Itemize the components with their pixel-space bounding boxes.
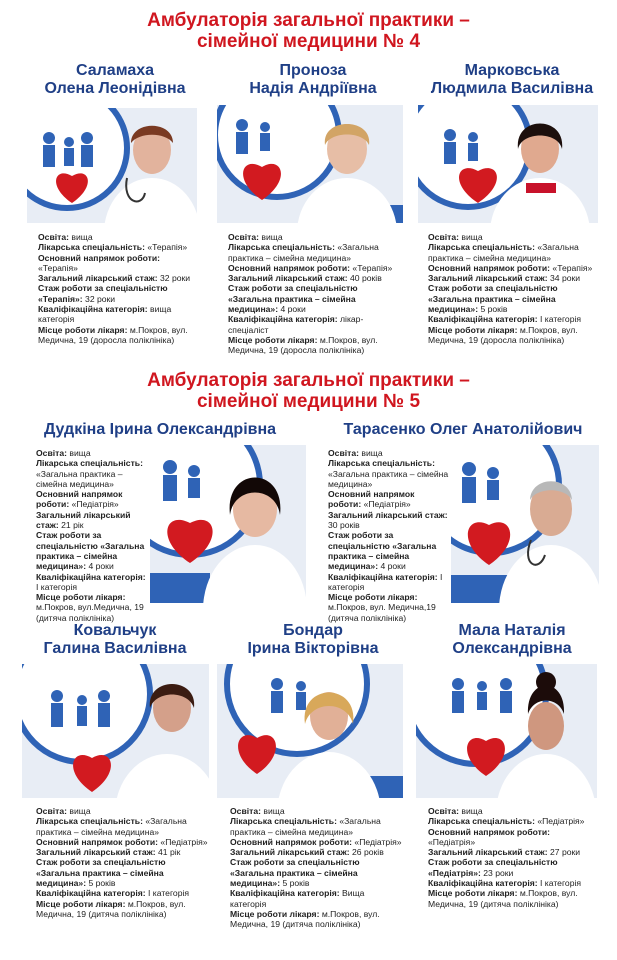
value-total-experience: 34 роки bbox=[550, 273, 581, 284]
label-workplace: Місце роботи лікаря: bbox=[36, 592, 126, 603]
doctor-surname: Бондар bbox=[283, 622, 343, 639]
label-specialty-experience: Стаж роботи за спеціальністю bbox=[230, 857, 360, 868]
doctor-info-dudkina bbox=[28, 448, 150, 623]
value-direction: «Педіатрія» bbox=[354, 836, 402, 847]
specialty-experience-name: «Терапія»: bbox=[38, 293, 83, 304]
doctor-surname: Саламаха bbox=[75, 62, 155, 79]
value-education: вища bbox=[69, 806, 91, 816]
value-workplace: м.Покров, вул. Медична,19 (дитяча поліклініка) bbox=[328, 602, 436, 623]
label-category: Кваліфікаційна категорія: bbox=[230, 888, 340, 899]
value-direction: «Педіатрія» bbox=[160, 836, 208, 847]
doctor-given-names: Надія Андріївна bbox=[249, 80, 377, 97]
label-total-experience: Загальний лікарський стаж: bbox=[230, 847, 350, 858]
value-total-experience: 26 років bbox=[352, 847, 384, 858]
value-education: вища bbox=[261, 232, 283, 242]
label-specialty-experience: Стаж роботи за спеціальністю bbox=[428, 857, 558, 868]
value-total-experience: 30 років bbox=[328, 520, 360, 531]
doctor-photo-dudkina bbox=[150, 445, 306, 603]
value-specialty-experience: 5 років bbox=[282, 878, 310, 889]
value-category: І категорія bbox=[148, 888, 190, 899]
specialty-experience-name: «Загальна практика – сімейна медицина»: bbox=[428, 293, 556, 315]
label-total-experience: Загальний лікарський стаж: bbox=[228, 273, 348, 284]
value-education: вища bbox=[71, 232, 93, 242]
label-direction: Основний напрямок роботи: bbox=[428, 262, 551, 273]
doctor-given-names: Галина Василівна bbox=[43, 640, 187, 657]
label-direction: Основний напрямок роботи: bbox=[36, 489, 123, 510]
label-category: Кваліфікаційна категорія: bbox=[428, 314, 538, 325]
specialty-experience-name: «Загальна практика – сімейна медицина»: bbox=[36, 540, 145, 572]
label-specialty-experience: Стаж роботи за спеціальністю bbox=[228, 283, 358, 294]
label-specialty: Лікарська спеціальність: bbox=[36, 458, 143, 469]
label-direction: Основний напрямок роботи: bbox=[230, 836, 353, 847]
value-workplace: м.Покров, вул. Медична, 19 (доросла поліклініка) bbox=[428, 324, 578, 345]
label-specialty: Лікарська спеціальність: bbox=[428, 242, 535, 253]
specialty-experience-name: «Загальна практика – сімейна медицина»: bbox=[228, 293, 356, 315]
label-workplace: Місце роботи лікаря: bbox=[36, 898, 126, 909]
doctor-given-names: Олена Леонідівна bbox=[44, 80, 186, 97]
doctor-info-mala bbox=[420, 806, 596, 909]
value-workplace: м.Покров, вул. Медична, 19 (доросла поліклініка) bbox=[38, 324, 188, 345]
value-specialty-experience: 4 роки bbox=[88, 561, 114, 572]
label-specialty: Лікарська спеціальність: bbox=[428, 816, 535, 827]
value-specialty-experience: 4 роки bbox=[380, 561, 406, 572]
value-direction: «Терапія» bbox=[552, 262, 593, 273]
value-total-experience: 27 роки bbox=[550, 847, 581, 858]
value-specialty: «Педіатрія» bbox=[537, 816, 585, 827]
label-specialty-experience: Стаж роботи за спеціальністю bbox=[36, 857, 166, 868]
doctor-photo-kovalchuk bbox=[22, 664, 209, 798]
label-direction: Основний напрямок роботи: bbox=[38, 252, 161, 263]
label-total-experience: Загальний лікарський стаж: bbox=[428, 847, 548, 858]
label-education: Освіта: bbox=[228, 232, 259, 242]
doctor-name-bondar bbox=[218, 622, 408, 658]
value-specialty-experience: 32 роки bbox=[85, 293, 116, 304]
label-specialty-experience: Стаж роботи за спеціальністю bbox=[38, 283, 168, 294]
value-specialty: «Загальна практика – сімейна медицина» bbox=[428, 242, 579, 263]
value-direction: «Педіатрія» bbox=[363, 499, 411, 510]
label-specialty: Лікарська спеціальність: bbox=[328, 458, 435, 469]
label-total-experience: Загальний лікарський стаж: bbox=[328, 509, 448, 520]
value-direction: «Терапія» bbox=[352, 262, 393, 273]
doctor-given-names: Олександрівна bbox=[452, 640, 572, 657]
label-workplace: Місце роботи лікаря: bbox=[328, 592, 418, 603]
label-category: Кваліфікаційна категорія: bbox=[36, 571, 146, 582]
doctor-name-salamakha bbox=[20, 62, 210, 98]
doctor-full-name: Тарасенко Олег Анатолійович bbox=[343, 421, 583, 438]
value-education: вища bbox=[461, 806, 483, 816]
label-specialty-experience: Стаж роботи за спеціальністю bbox=[328, 530, 394, 551]
value-category: І категорія bbox=[540, 314, 582, 325]
value-category: лікар-спеціаліст bbox=[228, 314, 364, 335]
value-category: І категорія bbox=[540, 878, 582, 889]
label-specialty: Лікарська спеціальність: bbox=[38, 242, 145, 253]
label-total-experience: Загальний лікарський стаж: bbox=[428, 273, 548, 284]
label-specialty: Лікарська спеціальність: bbox=[230, 816, 337, 827]
label-specialty-experience: Стаж роботи за спеціальністю bbox=[36, 530, 102, 551]
value-specialty-experience: 4 роки bbox=[280, 304, 306, 315]
value-specialty: «Загальна практика – сімейна медицина» bbox=[328, 468, 449, 489]
doctor-given-names: Ірина Вікторівна bbox=[247, 640, 379, 657]
label-direction: Основний напрямок роботи: bbox=[36, 836, 159, 847]
doctor-given-names: Людмила Василівна bbox=[430, 80, 594, 97]
section-1-title-line1: Амбулаторія загальної практики – bbox=[147, 10, 470, 31]
doctor-photo-bondar bbox=[217, 664, 403, 798]
label-direction: Основний напрямок роботи: bbox=[228, 262, 351, 273]
value-specialty: «Загальна практика – сімейна медицина» bbox=[36, 816, 187, 837]
specialty-experience-name: «Педіатрія»: bbox=[428, 867, 481, 878]
value-workplace: м.Покров, вул.Медична, 19 (дитяча поліклініка) bbox=[36, 602, 144, 623]
doctor-name-dudkina bbox=[20, 421, 300, 439]
label-workplace: Місце роботи лікаря: bbox=[428, 324, 518, 335]
value-education: вища bbox=[361, 448, 383, 458]
value-category: І категорія bbox=[36, 581, 78, 592]
value-education: вища bbox=[69, 448, 91, 458]
label-specialty-experience: Стаж роботи за спеціальністю bbox=[428, 283, 558, 294]
label-category: Кваліфікаційна категорія: bbox=[38, 304, 148, 315]
section-2-title bbox=[0, 370, 617, 412]
value-direction: «Педіатрія» bbox=[428, 836, 476, 847]
doctor-name-pronoza bbox=[218, 62, 408, 98]
doctor-surname: Ковальчук bbox=[73, 622, 157, 639]
doctor-surname: Мала Наталія bbox=[458, 622, 566, 639]
section-2-title-line1: Амбулаторія загальної практики – bbox=[147, 370, 470, 391]
value-workplace: м.Покров, вул. Медична, 19 (дитяча поліклініка) bbox=[428, 888, 578, 909]
doctor-info-pronoza bbox=[220, 232, 400, 356]
section-1-title-line2: сімейної медицини № 4 bbox=[196, 31, 421, 52]
value-education: вища bbox=[263, 806, 285, 816]
doctor-photo-tarasenko bbox=[451, 445, 599, 603]
value-direction: «Терапія» bbox=[38, 262, 78, 273]
doctor-info-markovska bbox=[420, 232, 595, 345]
label-category: Кваліфікаційна категорія: bbox=[36, 888, 146, 899]
label-workplace: Місце роботи лікаря: bbox=[38, 324, 128, 335]
value-specialty: «Загальна практика – сімейна медицина» bbox=[36, 468, 123, 489]
value-total-experience: 40 років bbox=[350, 273, 382, 284]
label-direction: Основний напрямок роботи: bbox=[328, 489, 415, 510]
doctor-name-markovska bbox=[412, 62, 612, 98]
label-total-experience: Загальний лікарський стаж: bbox=[38, 273, 158, 284]
doctor-name-kovalchuk bbox=[20, 622, 210, 658]
label-category: Кваліфікаційна категорія: bbox=[428, 878, 538, 889]
doctor-surname: Проноза bbox=[279, 62, 347, 79]
label-education: Освіта: bbox=[230, 806, 261, 816]
specialty-experience-name: «Загальна практика – сімейна медицина»: bbox=[230, 867, 358, 889]
doctor-info-kovalchuk bbox=[28, 806, 208, 919]
label-workplace: Місце роботи лікаря: bbox=[428, 888, 518, 899]
section-1-title bbox=[0, 10, 617, 52]
value-category: І категорія bbox=[328, 571, 443, 592]
value-specialty: «Загальна практика – сімейна медицина» bbox=[230, 816, 381, 837]
label-total-experience: Загальний лікарський стаж: bbox=[36, 847, 156, 858]
doctor-full-name: Дудкіна Ірина Олександрівна bbox=[43, 421, 277, 438]
doctor-photo-pronoza bbox=[217, 105, 403, 223]
label-education: Освіта: bbox=[36, 448, 67, 458]
label-education: Освіта: bbox=[428, 232, 459, 242]
doctor-name-mala bbox=[412, 622, 612, 658]
doctor-name-tarasenko bbox=[318, 421, 608, 439]
label-workplace: Місце роботи лікаря: bbox=[228, 334, 318, 345]
label-education: Освіта: bbox=[328, 448, 359, 458]
value-specialty-experience: 5 років bbox=[88, 878, 116, 889]
specialty-experience-name: «Загальна практика – сімейна медицина»: bbox=[36, 867, 164, 889]
value-specialty: «Загальна практика – сімейна медицина» bbox=[228, 242, 379, 263]
value-total-experience: 21 рік bbox=[61, 520, 84, 531]
label-total-experience: Загальний лікарський стаж: bbox=[36, 509, 131, 531]
label-education: Освіта: bbox=[36, 806, 67, 816]
doctor-info-tarasenko bbox=[320, 448, 450, 623]
value-total-experience: 41 рік bbox=[158, 847, 181, 858]
doctor-photo-salamakha bbox=[27, 108, 197, 223]
label-direction: Основний напрямок роботи: bbox=[428, 826, 551, 837]
value-category: вища категорія bbox=[38, 304, 172, 325]
label-education: Освіта: bbox=[428, 806, 459, 816]
doctor-photo-mala bbox=[416, 664, 597, 798]
value-workplace: м.Покров, вул. Медична, 19 (дитяча поліклініка) bbox=[230, 908, 380, 930]
label-category: Кваліфікаційна категорія: bbox=[328, 571, 438, 582]
value-workplace: м.Покров, вул. Медична, 19 (дитяча поліклініка) bbox=[36, 898, 186, 919]
label-education: Освіта: bbox=[38, 232, 69, 242]
doctor-surname: Марковська bbox=[464, 62, 560, 79]
doctor-info-salamakha bbox=[30, 232, 200, 345]
section-2-title-line2: сімейної медицини № 5 bbox=[196, 391, 421, 412]
value-specialty: «Терапія» bbox=[147, 242, 188, 253]
label-specialty: Лікарська спеціальність: bbox=[36, 816, 143, 827]
value-workplace: м.Покров, вул. Медична, 19 (доросла поліклініка) bbox=[228, 334, 378, 356]
value-direction: «Педіатрія» bbox=[71, 499, 119, 510]
value-specialty-experience: 5 років bbox=[480, 304, 508, 315]
label-workplace: Місце роботи лікаря: bbox=[230, 908, 320, 919]
label-category: Кваліфікаційна категорія: bbox=[228, 314, 338, 325]
value-category: Вища категорія bbox=[230, 888, 365, 909]
label-specialty: Лікарська спеціальність: bbox=[228, 242, 335, 253]
value-education: вища bbox=[461, 232, 483, 242]
doctor-info-bondar bbox=[222, 806, 402, 930]
value-specialty-experience: 23 роки bbox=[483, 867, 514, 878]
doctor-photo-markovska bbox=[418, 105, 598, 223]
specialty-experience-name: «Загальна практика – сімейна медицина»: bbox=[328, 540, 437, 572]
value-total-experience: 32 роки bbox=[160, 273, 191, 284]
